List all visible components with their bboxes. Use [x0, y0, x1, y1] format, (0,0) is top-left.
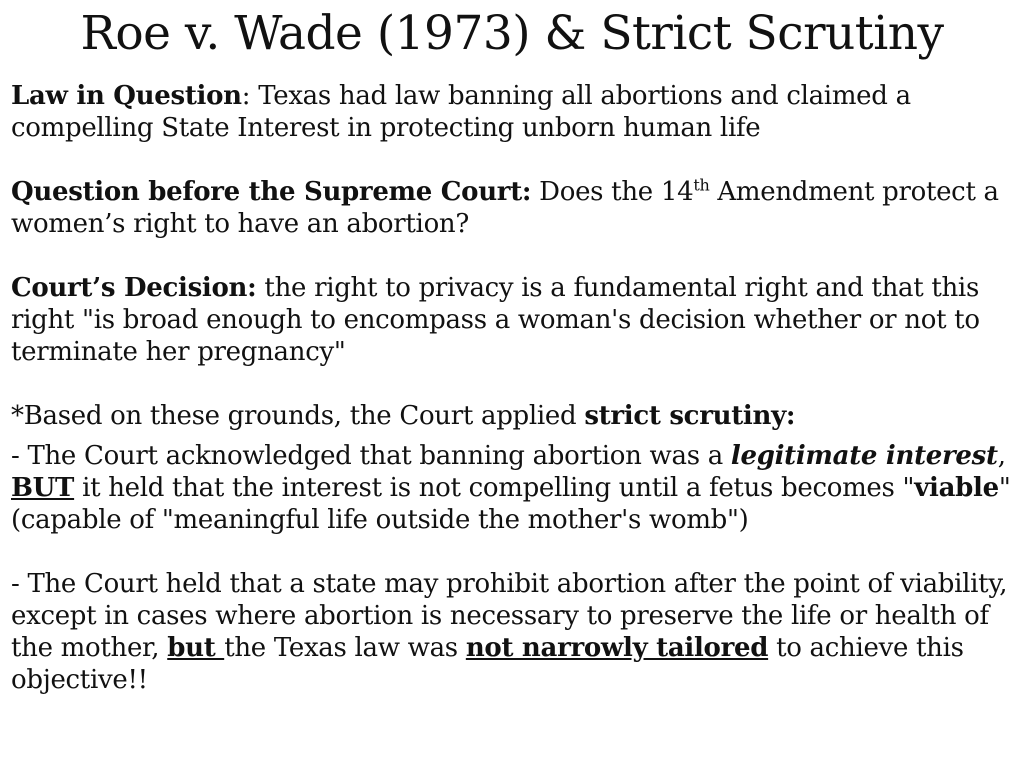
- decision-text: the right to privacy is a fundamental right and that this right "is broad enough to encompass a woman's decision whether or not to terminate her pregnancy": [11, 273, 980, 367]
- law-in-question-paragraph: [11, 80, 1021, 144]
- question-paragraph: [11, 176, 1021, 240]
- but-emphasis: BUT: [11, 473, 75, 503]
- point1-text-3: it held that the interest is not compelling until a fetus becomes ": [74, 473, 915, 503]
- question-text-start: Does the 14: [531, 177, 694, 207]
- point1-text-1: - The Court acknowledged that banning abortion was a: [11, 441, 731, 471]
- slide-body: [11, 80, 1021, 696]
- based-text: *Based on these grounds, the Court applied: [11, 401, 585, 431]
- point2-text-2: the Texas law was: [224, 633, 466, 663]
- law-in-question-label: Law in Question: [11, 81, 242, 111]
- strict-scrutiny-paragraph: [11, 400, 1021, 432]
- decision-paragraph: [11, 272, 1021, 368]
- point2-text-3: to achieve this objective!!: [11, 633, 964, 695]
- legitimate-interest-term: legitimate interest: [730, 441, 998, 471]
- viable-term: viable: [914, 473, 999, 503]
- slide-title: Roe v. Wade (1973) & Strict Scrutiny: [80, 6, 944, 61]
- point1-text-4: " (capable of "meaningful life outside the mother's womb"): [11, 473, 1011, 535]
- legitimate-interest-paragraph: [11, 440, 1021, 536]
- question-label: Question before the Supreme Court:: [11, 177, 532, 207]
- law-in-question-text: Texas had law banning all abortions and claimed a compelling State Interest in protecting unborn human life: [11, 81, 911, 143]
- viability-paragraph: [11, 568, 1021, 696]
- decision-label: Court’s Decision:: [11, 273, 257, 303]
- point1-text-2: ,: [997, 441, 1006, 471]
- but-lowercase-emphasis: but: [167, 633, 225, 663]
- point2-text-1: - The Court held that a state may prohibit abortion after the point of viability, except in cases where abortion is necessary to preserve the life or health of the mother,: [11, 569, 1008, 663]
- not-narrowly-tailored-term: not narrowly tailored: [465, 633, 769, 663]
- law-in-question-separator: :: [241, 81, 259, 111]
- question-superscript: th: [693, 175, 710, 195]
- strict-scrutiny-term: strict scrutiny:: [584, 401, 796, 431]
- question-text-end: Amendment protect a women’s right to have an abortion?: [11, 177, 999, 239]
